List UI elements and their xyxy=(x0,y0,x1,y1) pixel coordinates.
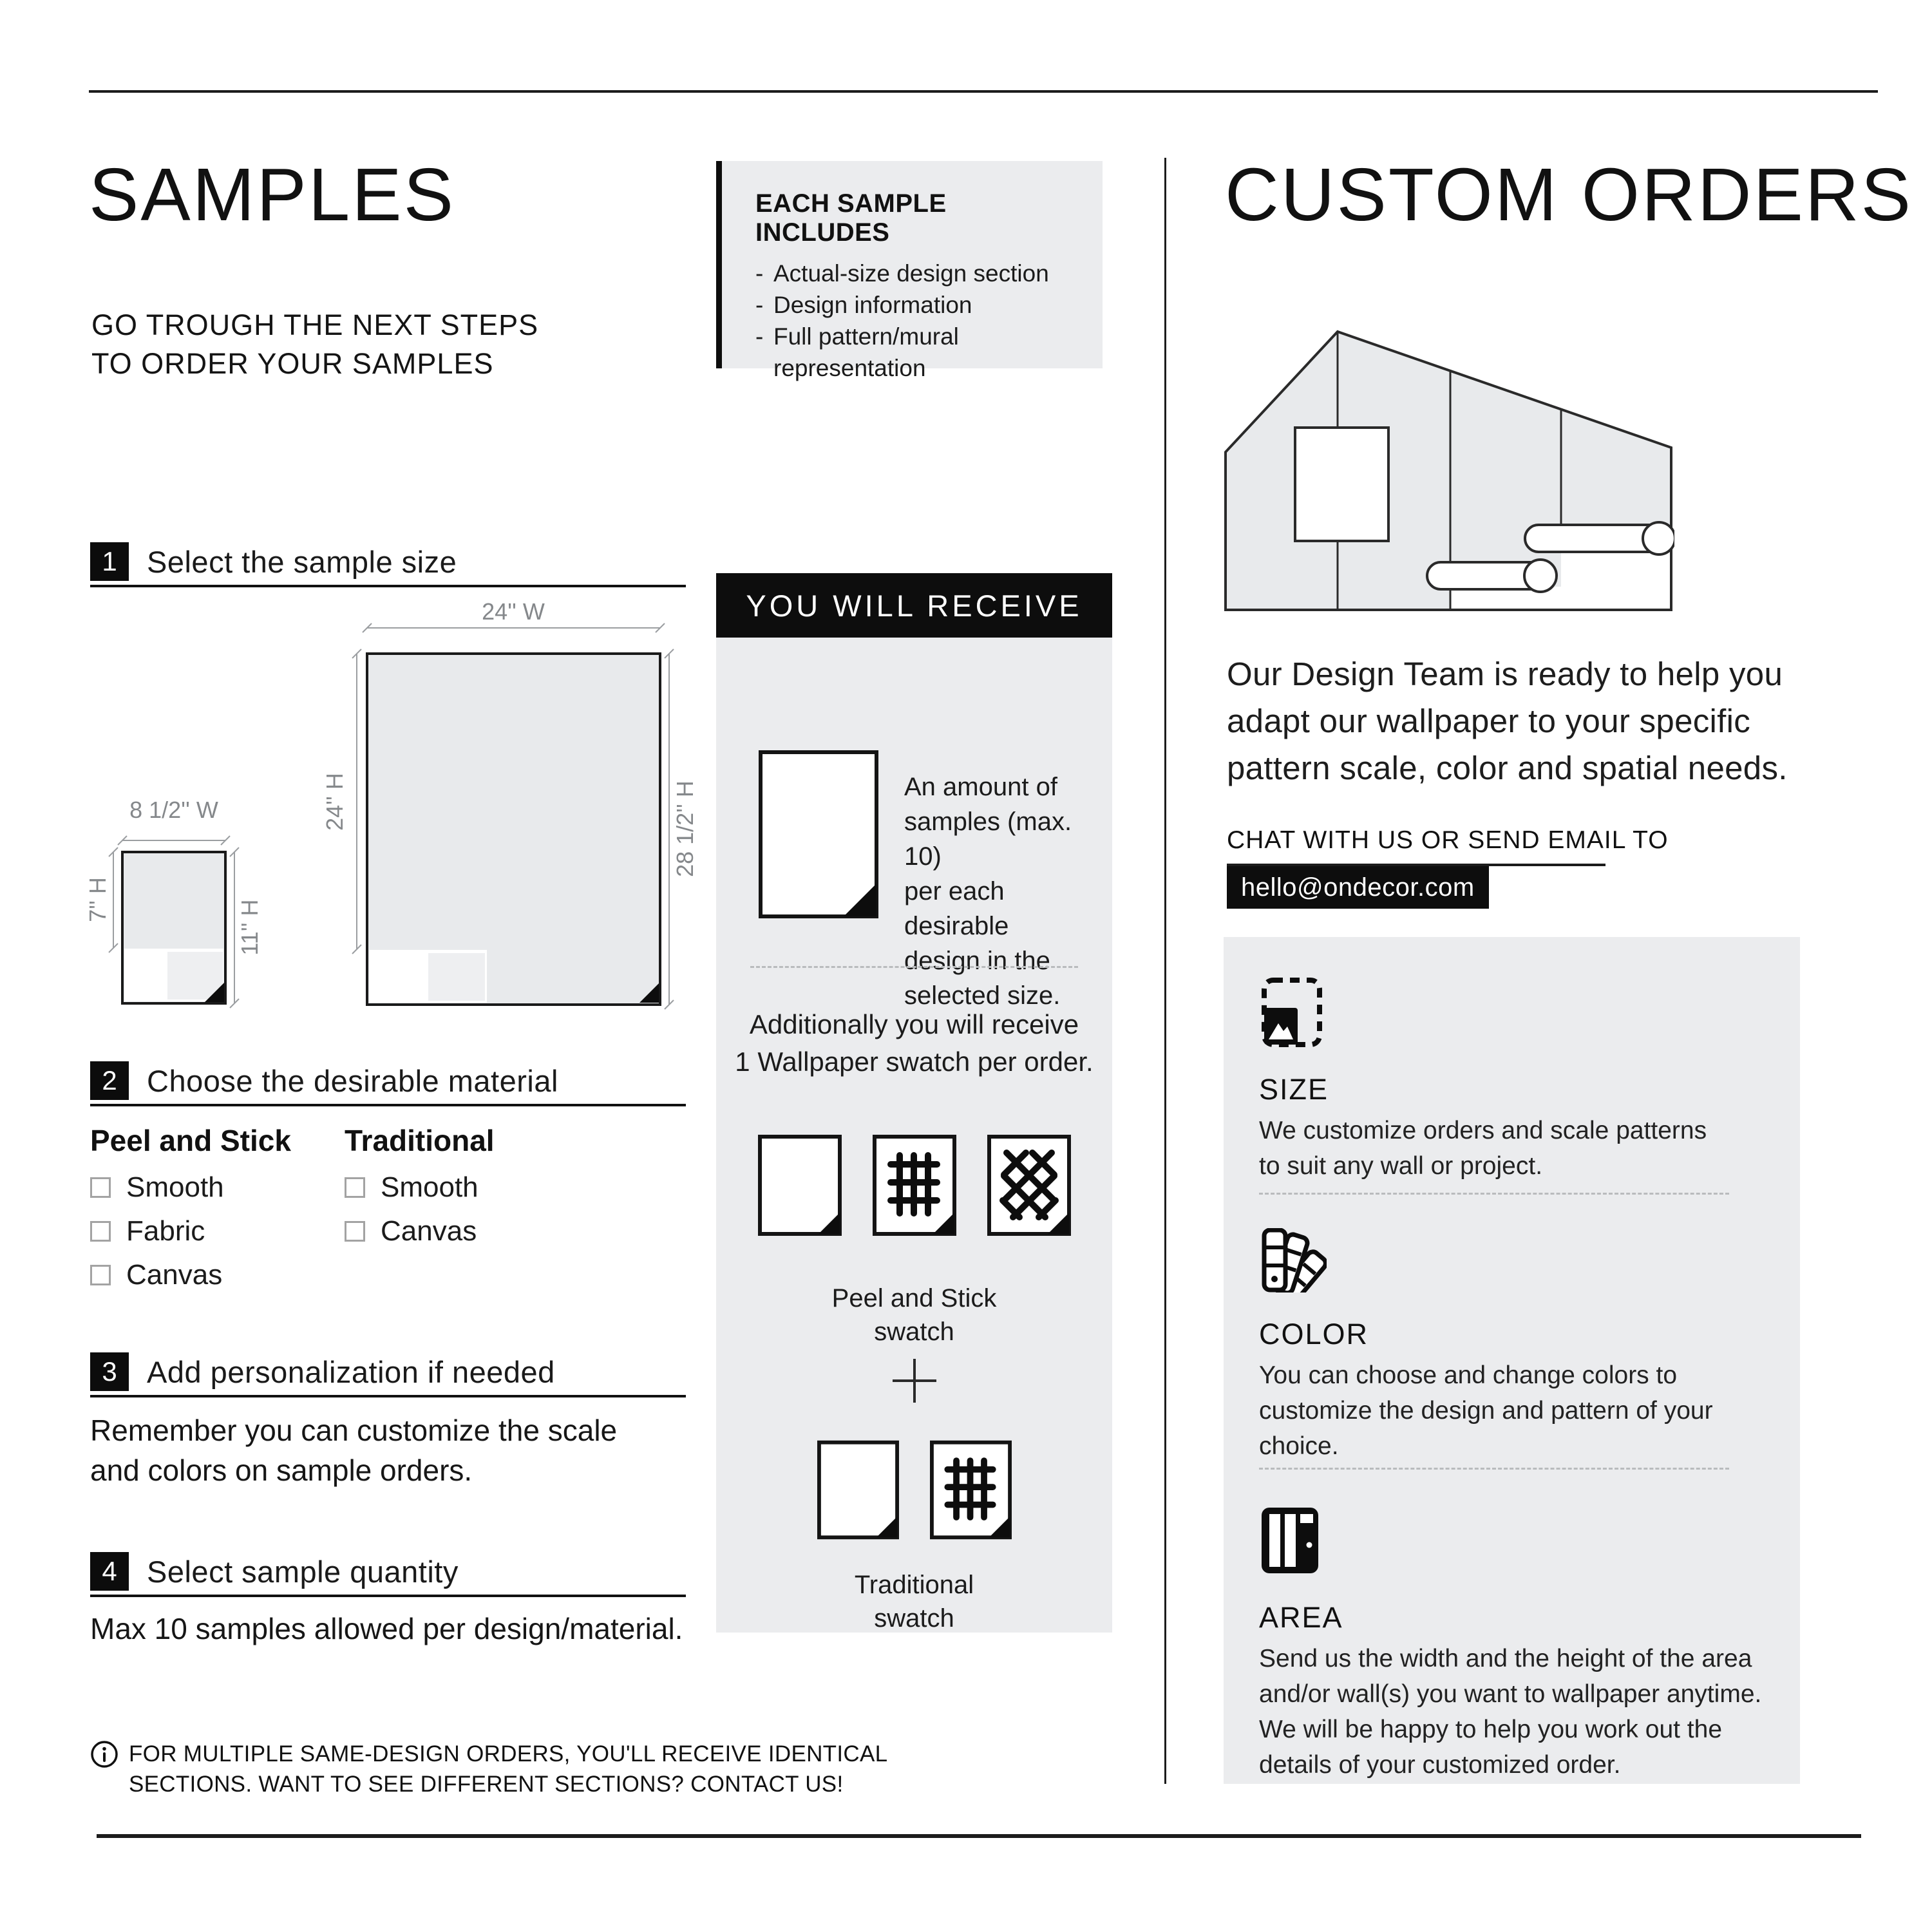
footnote xyxy=(90,1739,887,1799)
traditional-swatch-row xyxy=(716,1439,1112,1540)
large-width-label: 24'' W xyxy=(482,598,545,625)
plain-swatch-icon xyxy=(817,1439,899,1540)
footnote-line: SECTIONS. WANT TO SEE DIFFERENT SECTIONS? CONTACT US! xyxy=(129,1772,844,1797)
color-card: COLOR You can choose and change colors to customize the design and pattern of your choice. xyxy=(1259,1228,1713,1464)
list-item: - Design information xyxy=(755,289,1083,321)
plain-swatch-icon xyxy=(758,1135,842,1236)
you-will-receive-banner: YOU WILL RECEIVE xyxy=(716,573,1112,638)
material-option-row: Canvas xyxy=(90,1261,291,1289)
checkbox-fabric[interactable] xyxy=(90,1221,111,1242)
small-outer-height-label: 11'' H xyxy=(236,899,263,956)
step-2-header: 2 Choose the desirable material xyxy=(90,1061,686,1106)
wall-area-icon xyxy=(1259,1505,1321,1576)
small-width-label: 8 1/2'' W xyxy=(129,797,218,823)
step-3-header: 3 Add personalization if needed xyxy=(90,1352,686,1397)
peel-swatch-row xyxy=(716,1135,1112,1236)
wallpaper-wall-illustration xyxy=(1224,325,1674,615)
material-option-row: Smooth xyxy=(90,1173,291,1202)
checkbox-canvas[interactable] xyxy=(90,1265,111,1285)
samples-title: SAMPLES xyxy=(89,153,455,236)
dashed-divider xyxy=(1259,1468,1729,1470)
email-badge[interactable]: hello@ondecor.com xyxy=(1227,866,1489,909)
step-4-header: 4 Select sample quantity xyxy=(90,1552,686,1597)
material-heading: Traditional xyxy=(345,1124,495,1157)
traditional-column xyxy=(345,1123,495,1245)
list-item: - Actual-size design section xyxy=(755,258,1083,289)
bullet-dash: - xyxy=(755,323,764,350)
grid-swatch-icon xyxy=(873,1135,956,1236)
color-swatches-icon xyxy=(1259,1228,1327,1293)
material-heading: Peel and Stick xyxy=(90,1124,291,1157)
chat-label: CHAT WITH US OR SEND EMAIL TO xyxy=(1227,826,1669,854)
step-number-badge: 4 xyxy=(90,1552,129,1591)
top-divider xyxy=(89,90,1878,93)
amount-text: An amount of samples (max. 10) per each desirable design in the selected size. xyxy=(904,773,1072,1010)
additional-text: Additionally you will receive 1 Wallpaper swatch per order. xyxy=(735,1009,1094,1077)
step-number-badge: 1 xyxy=(90,542,129,581)
includes-heading: EACH SAMPLE INCLUDES xyxy=(755,189,947,247)
footnote-line: FOR MULTIPLE SAME-DESIGN ORDERS, YOU'LL RECEIVE IDENTICAL xyxy=(129,1741,888,1766)
dashed-divider xyxy=(1259,1193,1729,1195)
material-option-row: Smooth xyxy=(345,1173,495,1202)
size-card: SIZE We customize orders and scale patterns to suit any wall or project. xyxy=(1259,977,1707,1184)
peel-swatch-label: Peel and Stick swatch xyxy=(831,1284,997,1346)
you-will-receive-panel xyxy=(716,638,1112,1633)
peel-and-stick-column xyxy=(90,1123,291,1289)
step-4-text: Max 10 samples allowed per design/material. xyxy=(90,1612,683,1645)
subtitle-line: TO ORDER YOUR SAMPLES xyxy=(91,347,494,380)
checkbox-smooth-traditional[interactable] xyxy=(345,1177,365,1198)
step-3-text: Remember you can customize the scale and colors on sample orders. xyxy=(90,1414,618,1487)
bottom-divider xyxy=(97,1834,1861,1838)
each-sample-includes-box xyxy=(716,161,1103,381)
large-inner-height-label: 24'' H xyxy=(321,773,348,831)
checkbox-smooth[interactable] xyxy=(90,1177,111,1198)
custom-orders-title: CUSTOM ORDERS xyxy=(1225,153,1913,236)
sample-page-icon xyxy=(759,750,878,918)
subtitle-line: GO TROUGH THE NEXT STEPS xyxy=(91,308,539,341)
checkbox-canvas-traditional[interactable] xyxy=(345,1221,365,1242)
bullet-dash: - xyxy=(755,260,764,287)
traditional-swatch-label: Traditional swatch xyxy=(854,1571,974,1633)
column-divider xyxy=(1164,158,1166,1784)
small-inner-height-label: 7'' H xyxy=(84,877,111,922)
material-option-row: Canvas xyxy=(345,1217,495,1245)
dashed-divider xyxy=(750,966,1078,968)
info-icon xyxy=(90,1740,118,1768)
large-outer-height-label: 28 1/2'' H xyxy=(672,781,698,877)
includes-list xyxy=(755,258,1083,384)
wallpaper-roll xyxy=(1525,522,1674,554)
plus-icon xyxy=(891,1358,938,1404)
custom-orders-panel xyxy=(1224,937,1800,1784)
bullet-dash: - xyxy=(755,292,764,318)
list-item: - Full pattern/mural representation xyxy=(755,321,1083,384)
grid-swatch-icon xyxy=(930,1439,1012,1540)
crop-size-icon xyxy=(1259,977,1325,1048)
crosshatch-swatch-icon xyxy=(987,1135,1071,1236)
samples-subtitle xyxy=(91,306,538,383)
step-1-header: 1 Select the sample size xyxy=(90,542,686,587)
material-option-row: Fabric xyxy=(90,1217,291,1245)
wallpaper-roll xyxy=(1427,560,1557,592)
step-number-badge: 2 xyxy=(90,1061,129,1100)
design-team-intro: Our Design Team is ready to help you adapt our wallpaper to your specific pattern scale, color and spatial needs. xyxy=(1227,656,1788,786)
area-card: AREA Send us the width and the height of the area and/or wall(s) you want to wallpaper anytime. We will be happy to help you work out the details of your customized order. xyxy=(1259,1505,1761,1783)
step-number-badge: 3 xyxy=(90,1352,129,1391)
